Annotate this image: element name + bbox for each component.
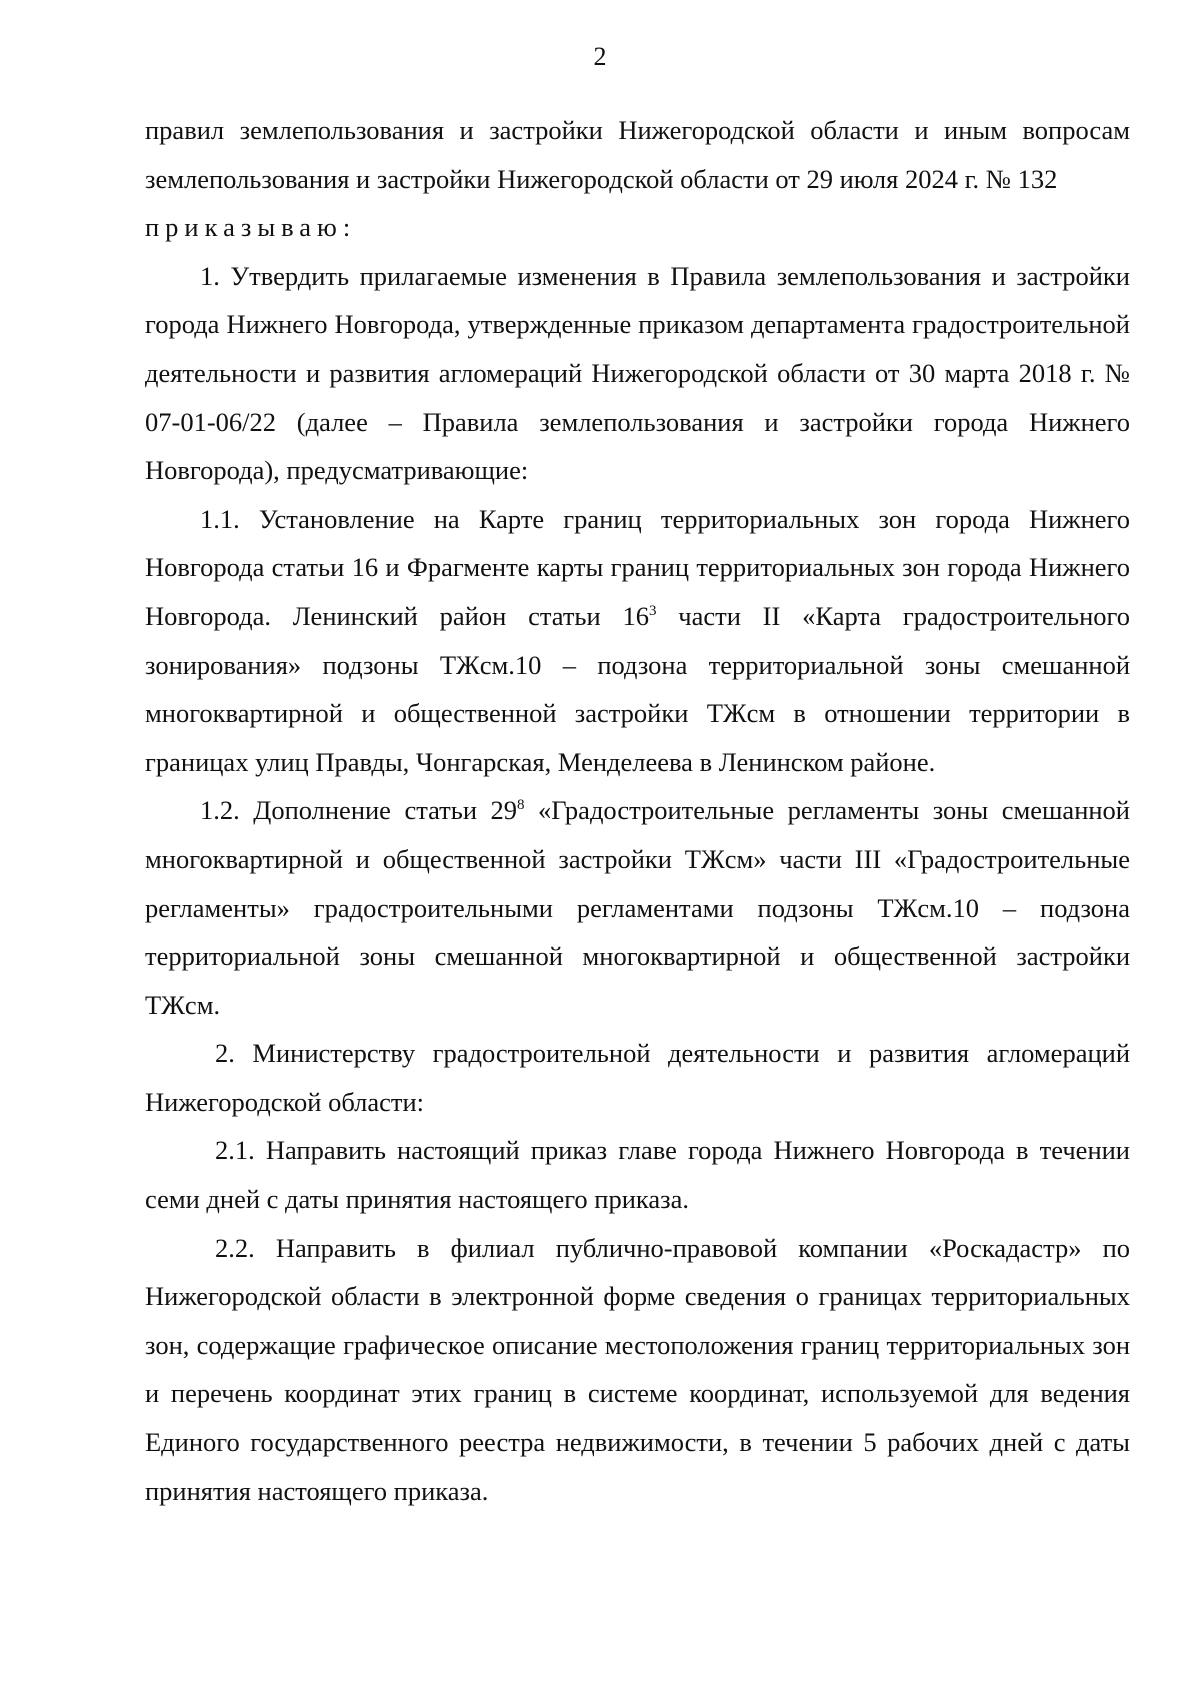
document-body <box>145 106 1130 1515</box>
paragraph-1-2 <box>145 786 1130 1029</box>
paragraph-1-2-superscript: 8 <box>517 797 525 814</box>
paragraph-2: 2. Министерству градостроительной деятельности и развития агломераций Нижегородской области: <box>145 1038 1130 1117</box>
paragraph-1-1-superscript: 3 <box>648 602 657 619</box>
paragraph-1-1-text-before: 1.1. Установление на Карте границ территориальных зон города Нижнего Новгорода статьи 16 и Фрагменте карты границ территориальных зон города Нижнего Новгорода. Ленинский район статьи 16 <box>145 503 1130 631</box>
paragraph-2-1: 2.1. Направить настоящий приказ главе города Нижнего Новгорода в течении семи дней с даты принятия настоящего приказа. <box>145 1135 1130 1215</box>
paragraph-1-2-text-after: «Градостроительные регламенты зоны смешанной многоквартирной и общественной застройки ТЖсм» части III «Градостроительные регламенты» градостроительными регламентами подзоны ТЖсм.10 – подзона территориальной зоны смешанной многоквартирной и общественной застройки ТЖсм. <box>145 795 1130 1020</box>
paragraph-1-1-text-after: части II «Карта градостроительного зонирования» подзоны ТЖсм.10 – подзона территориальной зоны смешанной многоквартирной и общественной застройки ТЖсм в отношении территории в границах улиц Правды, Чонгарская, Менделеева в Ленинском районе. <box>145 600 1130 777</box>
page-number: 2 <box>593 42 607 71</box>
paragraph-1-1 <box>145 495 1130 787</box>
paragraph-preamble: правил землепользования и застройки Нижегородской области и иным вопросам землепользования и застройки Нижегородской области от 29 июля 2024 г. № 132 <box>145 115 1130 194</box>
paragraph-order-word: приказываю: <box>145 212 357 243</box>
paragraph-2-2: 2.2. Направить в филиал публично-правовой компании «Роскадастр» по Нижегородской области в электронной форме сведения о границах территориальных зон, содержащие графическое описание местоположения границ территориальных зон и перечень координат этих границ в системе координат, используемой для ведения Единого государственного реестра недвижимости, в течении 5 рабочих дней с даты принятия настоящего приказа. <box>145 1232 1130 1506</box>
paragraph-1: 1. Утвердить прилагаемые изменения в Правила землепользования и застройки города Нижнего Новгорода, утвержденные приказом департамента градостроительной деятельности и развития агломераций Нижегородской области от 30 марта 2018 г. № 07-01-06/22 (далее – Правила землепользования и застройки города Нижнего Новгорода), предусматривающие: <box>145 260 1130 486</box>
paragraph-1-2-text-before: 1.2. Дополнение статьи 29 <box>200 795 518 826</box>
